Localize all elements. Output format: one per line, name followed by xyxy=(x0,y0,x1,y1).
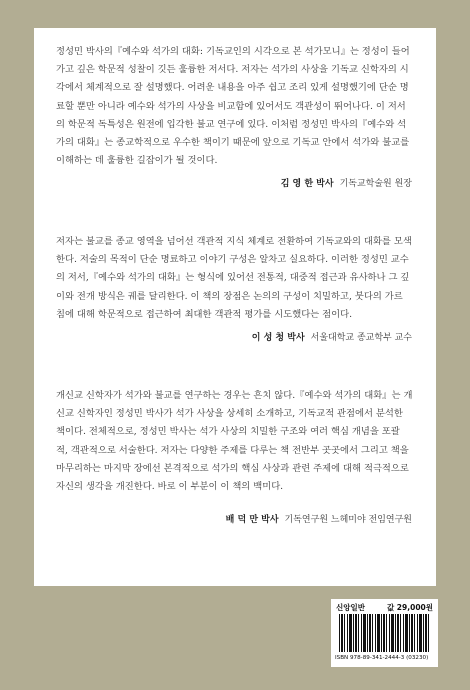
reviewer-affiliation-3: 기독연구원 느헤미야 전임연구원 xyxy=(284,515,412,525)
reviewer-name-1: 김 영 한 박사 xyxy=(280,179,334,189)
review-signature-1 xyxy=(281,176,412,189)
barcode-header xyxy=(336,602,433,613)
review-text-1: 정성민 박사의『예수와 석가의 대화: 기독교인의 시각으로 본 석가모니』는 정성이 들어 가고 깊은 학문적 성찰이 깃든 훌륭한 저서다. 저자는 석가의 사상을 기독교 신학자의 시 각에서 체계적으로 잘 설명했다. 어려운 내용을 아주 쉽고 조리 있게 설명했기에 단순 명 료할 뿐만 아니라 예수와 석가의 사상을 비교함에 있어서도 객관성이 뛰어나다. 이 저서 의 학문적 독특성은 원전에 입각한 불교 연구에 있다. 이처럼 정성민 박사의『예수와 석 가의 대화』는 종교학적으로 우수한 책이기 때문에 앞으로 기독교 안에서 석가와 불교를 이해하는 데 훌륭한 길잡이가 될 것이다. xyxy=(56,46,410,167)
book-price: 값 29,000원 xyxy=(386,603,433,612)
review-text-3: 개신교 신학자가 석가와 불교를 연구하는 경우는 흔치 않다.『예수와 석가의 대화』는 개 신교 신학자인 정성민 박사가 석가 사상을 상세히 소개하고, 기독교적 관점에서 분석한 책이다. 전체적으로, 정성민 박사는 석가 사상의 치밀한 구조와 여러 핵심 개념을 포괄 적, 객관적으로 서술한다. 저자는 다양한 주제를 다루는 책 전반부 곳곳에서 그리고 책을 마무리하는 마지막 장에선 본격적으로 석가의 핵심 사상과 관련 주제에 대해 적극적으로 자신의 생각을 개진한다. 바로 이 부분이 이 책의 백미다. xyxy=(56,390,413,493)
isbn-number: ISBN 978-89-341-2444-3 (03230) xyxy=(335,655,429,661)
reviewer-affiliation-1: 기독교학술원 원장 xyxy=(339,179,412,189)
reviewer-name-2: 이 성 청 박사 xyxy=(251,333,305,343)
barcode-box xyxy=(331,599,438,667)
barcode-bars xyxy=(339,614,430,652)
book-category: 신앙일반 xyxy=(336,603,365,612)
review-signature-2 xyxy=(252,330,412,343)
review-text-2: 저자는 불교를 종교 영역을 넘어선 객관적 지식 체계로 전환하여 기독교와의 대화를 모색 한다. 저술의 목적이 단순 명료하고 이야기 구성은 알차고 실요하다. 이러한 정성민 교수 의 저서,『예수와 석가의 대화』는 형식에 있어선 전통적, 대중적 접근과 유사하나 그 깊 이와 전개 방식은 궤를 달리한다. 이 책의 장점은 논의의 구성이 치밀하고, 붓다의 가르 침에 대해 학문적으로 접근하여 최대한 객관적 평가를 시도했다는 점이다. xyxy=(56,236,412,320)
reviewer-name-3: 배 덕 만 박사 xyxy=(225,515,279,525)
reviewer-affiliation-2: 서울대학교 종교학부 교수 xyxy=(310,333,412,343)
review-signature-3 xyxy=(226,512,412,525)
